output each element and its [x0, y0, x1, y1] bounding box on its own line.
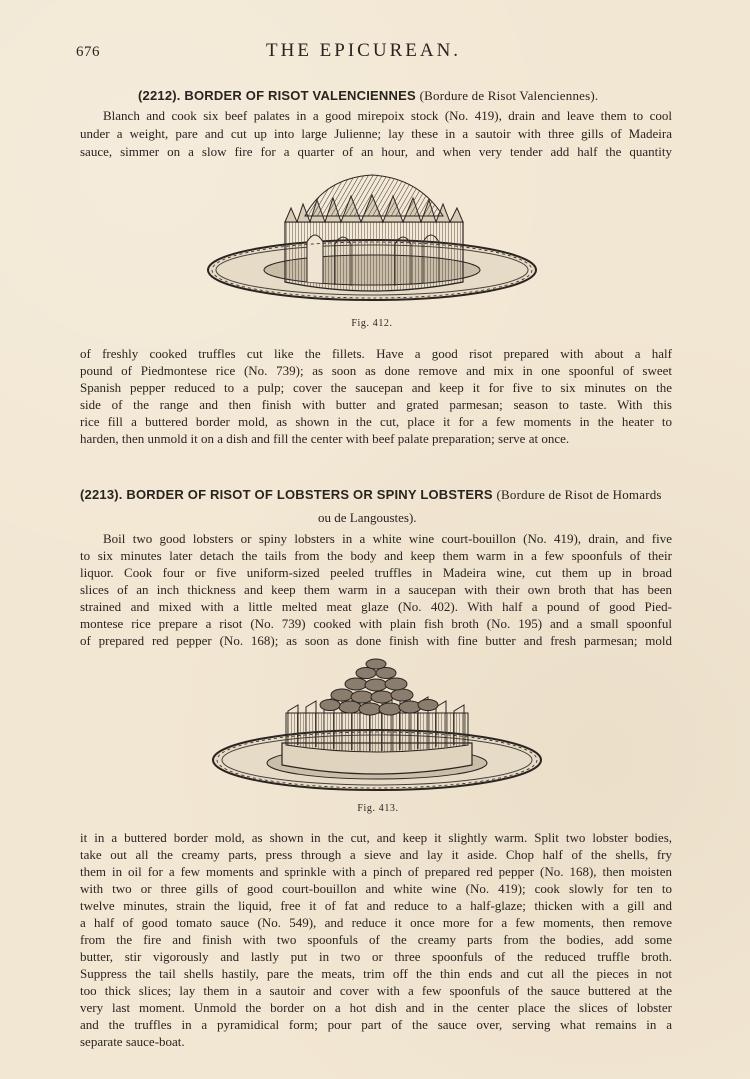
recipe-2213-heading [80, 487, 662, 503]
recipe-2212-line: pound of Piedmontese rice (No. 739); as soon as done remove and mix in one spoonful of sweet [80, 363, 672, 378]
figure-413-illustration [210, 655, 545, 800]
recipe-2212-french-title: (Bordure de Risot Valenciennes). [419, 88, 599, 103]
page-header [76, 40, 674, 64]
border-of-risot-of-lobsters-engraving [210, 655, 545, 800]
recipe-2212-line: side of the range and then finish with butter and grated parmesan; season to taste. With this [80, 397, 672, 412]
recipe-2213-line: to six minutes later detach the tails from the body and keep them warm in a few spoonfuls of their [80, 548, 672, 563]
recipe-2213-line: liquor. Cook four or five uniform-sized peeled truffles in Madeira wine, cut them up in broad [80, 565, 672, 580]
recipe-2213-line: too thick slices; lay them in a sautoir and cover with a few spoonfuls of the sauce buttered at the [80, 983, 672, 998]
recipe-2213-line: montese rice prepare a risot (No. 739) cooked with plain fish broth (No. 195) and a small spoonful [80, 616, 672, 631]
recipe-2213-line: very last moment. Unmold the border on a hot dish and in the center place the slices of lobster [80, 1000, 672, 1015]
running-title: THE EPICUREAN. [266, 40, 462, 61]
recipe-2213-line: of prepared red pepper (No. 168); as soon as done finish with fine butter and fresh parmesan; mold [80, 633, 672, 648]
recipe-2213-french-title: (Bordure de Risot de Homards [496, 487, 662, 502]
recipe-2213-french-title-continued: ou de Langoustes). [318, 510, 417, 525]
recipe-2213-line: strained and mixed with a little melted meat glaze (No. 402). With half a pound of good Pied- [80, 599, 672, 614]
recipe-2212-line: Spanish pepper reduced to a pulp; cover the saucepan and keep it for five to six minutes on the [80, 380, 672, 395]
recipe-2213-line: with two or three gills of good court-bouillon and white wine (No. 419); cook slowly for ten to [80, 881, 672, 896]
recipe-2212-title: BORDER OF RISOT VALENCIENNES [184, 88, 416, 103]
recipe-2212-line: of freshly cooked truffles cut like the fillets. Have a good risot prepared with about a half [80, 346, 672, 361]
recipe-2213-line: it in a buttered border mold, as shown in the cut, and keep it slightly warm. Split two lobster bodies, [80, 830, 672, 845]
border-of-risot-valenciennes-engraving [205, 170, 540, 315]
figure-413-caption: Fig. 413. [357, 803, 399, 814]
recipe-2213-line: from the fire and finish with two spoonfuls of the creamy parts from the bodies, add some [80, 932, 672, 947]
recipe-2213-line: them in oil for a few moments and sprinkle with a pinch of prepared red pepper (No. 168), then moisten [80, 864, 672, 879]
recipe-2212-line: sauce, simmer on a slow fire for a quarter of an hour, and when very tender add half the quantity [80, 144, 672, 159]
recipe-2213-line: and the truffles in a pyramidical form; pour part of the sauce over, serving what remains in a [80, 1017, 672, 1032]
recipe-2213-title: BORDER OF RISOT OF LOBSTERS OR SPINY LOBSTERS [126, 487, 493, 502]
recipe-2212-line: harden, then unmold it on a dish and fill the center with beef palate preparation; serve at once. [80, 431, 570, 446]
recipe-2213-line: Boil two good lobsters or spiny lobsters in a white wine court-bouillon (No. 419), drain, and five [103, 531, 672, 546]
recipe-2212-number: (2212). [138, 88, 181, 103]
recipe-2213-number: (2213). [80, 487, 123, 502]
figure-412-illustration [205, 170, 540, 315]
recipe-2213-line: twelve minutes, strain the liquid, free it of fat and reduce to a half-glaze; thicken with a gill and [80, 898, 672, 913]
recipe-2213-line: a half of good tomato sauce (No. 549), and reduce it once more for a few moments, then remove [80, 915, 672, 930]
recipe-2212-line: under a weight, pare and cut up into large Julienne; lay these in a sautoir with three gills of Madeira [80, 126, 672, 141]
figure-412-caption: Fig. 412. [351, 318, 393, 329]
recipe-2213-line: take out all the creamy parts, press through a sieve and lay it aside. Chop half of the shells, fry [80, 847, 672, 862]
recipe-2212-heading [138, 88, 598, 104]
recipe-2213-line: slices of an inch thickness and keep them warm in a saucepan with their own broth that has been [80, 582, 672, 597]
page-number: 676 [76, 44, 100, 60]
recipe-2213-line: separate sauce-boat. [80, 1034, 185, 1049]
recipe-2212-line: Blanch and cook six beef palates in a good mirepoix stock (No. 419), drain and leave them to cool [103, 108, 672, 123]
recipe-2212-line: rice fill a buttered border mold, as shown in the cut, place it for a few moments in the heater to [80, 414, 672, 429]
recipe-2213-line: Suppress the tail shells hastily, pare the meats, trim off the thin ends and cut all the pieces in not [80, 966, 672, 981]
recipe-2213-line: butter, stir vigorously and lastly put in two or three spoonfuls of the reduced truffle broth. [80, 949, 672, 964]
